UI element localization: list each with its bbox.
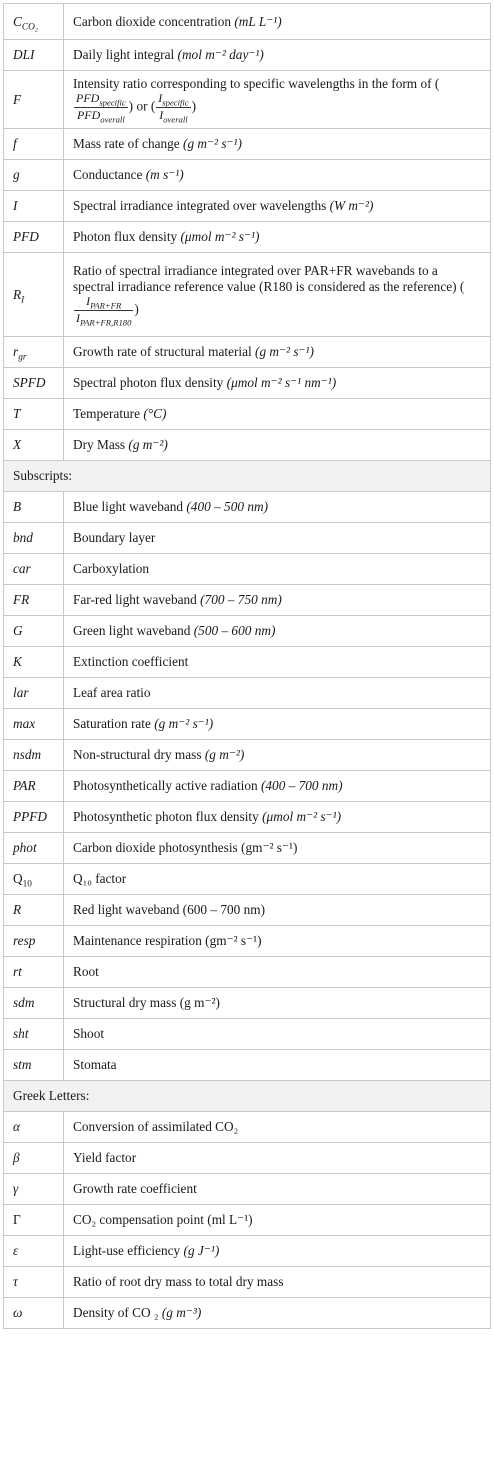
description: Green light waveband (73, 623, 191, 639)
description-cell (64, 1236, 491, 1267)
description: Structural dry mass (g m⁻²) (73, 995, 220, 1011)
description-cell (64, 129, 491, 160)
table-row (4, 1205, 491, 1236)
description: CO₂ compensation point (ml L⁻¹) (73, 1212, 253, 1228)
ratio-fraction-pfd (74, 92, 128, 123)
description: Temperature (73, 406, 140, 422)
symbol: ω (13, 1305, 23, 1321)
table-row (4, 709, 491, 740)
description: Spectral irradiance integrated over wavelengths (73, 198, 327, 214)
symbol-cell (4, 71, 64, 129)
description-cell (64, 771, 491, 802)
description-cell (64, 895, 491, 926)
symbol-cell (4, 1143, 64, 1174)
table-row (4, 988, 491, 1019)
description-cell (64, 833, 491, 864)
description-cell (64, 492, 491, 523)
description-cell (64, 740, 491, 771)
symbol: lar (13, 685, 29, 701)
table-row (4, 191, 491, 222)
symbol: sht (13, 1026, 29, 1042)
table-row (4, 1298, 491, 1329)
table-row (4, 4, 491, 40)
symbol-cell (4, 678, 64, 709)
symbol-cell (4, 1050, 64, 1081)
description: Root (73, 964, 99, 980)
symbol-cell (4, 585, 64, 616)
table-row (4, 585, 491, 616)
table-row (4, 1174, 491, 1205)
description: Red light waveband (600 – 700 nm) (73, 902, 266, 918)
symbol: C (13, 13, 22, 29)
symbol-cell (4, 895, 64, 926)
symbol-cell (4, 253, 64, 337)
description: Photosynthetic photon flux density (73, 809, 259, 825)
description-cell (64, 1174, 491, 1205)
symbol: PPFD (13, 809, 47, 825)
description: Dry Mass (73, 437, 126, 453)
table-row (4, 1019, 491, 1050)
ratio-fraction-pfd-numerator (74, 92, 128, 108)
symbol: phot (13, 840, 37, 856)
unit: (700 – 750 nm) (200, 592, 282, 608)
description: Conversion of assimilated CO₂ (73, 1119, 239, 1135)
symbol: T (13, 406, 21, 422)
symbol-cell (4, 926, 64, 957)
symbol-cell (4, 191, 64, 222)
reference-ratio-fraction-denominator (74, 311, 133, 326)
table-row (4, 160, 491, 191)
table-row (4, 554, 491, 585)
description-cell (64, 864, 491, 895)
reference-ratio-fraction-den-symbol: I (76, 310, 80, 325)
description-cell (64, 40, 491, 71)
symbol-cell (4, 399, 64, 430)
symbol: G (13, 623, 23, 639)
description: Daily light integral (73, 47, 175, 63)
symbol-cell (4, 647, 64, 678)
symbol-cell (4, 160, 64, 191)
table-row (4, 40, 491, 71)
description: Ratio of root dry mass to total dry mass (73, 1274, 284, 1290)
symbol: FR (13, 592, 30, 608)
description: Mass rate of change (73, 136, 180, 152)
description-cell (64, 1019, 491, 1050)
unit: (400 – 500 nm) (186, 499, 268, 515)
ratio-fraction-irradiance-den-symbol: I (159, 107, 164, 122)
description-cell (64, 1050, 491, 1081)
symbol: nsdm (13, 747, 42, 763)
table-row (4, 616, 491, 647)
description-cell (64, 1298, 491, 1329)
symbol-cell (4, 337, 64, 368)
table-row (4, 523, 491, 554)
symbol-cell (4, 129, 64, 160)
description-cell (64, 709, 491, 740)
description: Stomata (73, 1057, 117, 1073)
reference-ratio-fraction-numerator (74, 295, 133, 311)
symbol: Q (13, 871, 23, 887)
unit: (g m⁻² s⁻¹) (154, 716, 214, 732)
description-cell (64, 1267, 491, 1298)
symbol-cell (4, 222, 64, 253)
description: Extinction coefficient (73, 654, 189, 670)
symbol-cell (4, 771, 64, 802)
unit: (°C) (143, 406, 167, 422)
table-row (4, 895, 491, 926)
description-cell (64, 430, 491, 461)
table-row (4, 926, 491, 957)
symbol-cell (4, 1174, 64, 1205)
description: Density of CO ₂ (73, 1305, 159, 1321)
symbol-cell (4, 740, 64, 771)
table-row (4, 430, 491, 461)
symbol: PFD (13, 229, 39, 245)
description-cell (64, 523, 491, 554)
description-cell: Ratio of spectral irradiance integrated over PAR+FR wavebands to a spectral irradiance reference value (R180 is considered as the reference) ( $\frac{I_{PAR+FR}}{I_{PAR+FR,R180}}$ ) (64, 253, 491, 337)
symbol-subscript: I (21, 295, 25, 306)
symbol: max (13, 716, 36, 732)
table-row (4, 740, 491, 771)
symbol-cell (4, 4, 64, 40)
symbol: rt (13, 964, 22, 980)
description: Yield factor (73, 1150, 137, 1166)
description: Conductance (73, 167, 143, 183)
description-cell (64, 554, 491, 585)
description-cell (64, 957, 491, 988)
symbol-cell (4, 1019, 64, 1050)
symbol-subscript: CO₂ (21, 22, 39, 33)
section-header (4, 1081, 491, 1112)
symbol: DLI (13, 47, 35, 63)
symbol-cell (4, 1112, 64, 1143)
symbol: α (13, 1119, 20, 1135)
description-cell (64, 647, 491, 678)
table-row (4, 864, 491, 895)
ratio-fraction-pfd-den-symbol: PFD (76, 107, 101, 122)
reference-ratio-fraction-num-subscript: PAR+FR (90, 300, 122, 311)
symbol-subscript: 10 (22, 879, 32, 890)
table-row (4, 253, 491, 337)
symbol: SPFD (13, 375, 46, 391)
unit: (μmol m⁻² s⁻¹) (180, 229, 260, 245)
symbol-cell (4, 368, 64, 399)
unit: (g m⁻² s⁻¹) (183, 136, 242, 152)
description-cell (64, 678, 491, 709)
description: Carbon dioxide photosynthesis (gm⁻² s⁻¹) (73, 840, 298, 856)
table-row (4, 1112, 491, 1143)
symbol: R (13, 902, 22, 918)
description-cell (64, 802, 491, 833)
unit: (500 – 600 nm) (193, 623, 276, 639)
table-row (4, 399, 491, 430)
reference-ratio-fraction (74, 295, 133, 326)
symbol-cell (4, 616, 64, 647)
table-row (4, 1143, 491, 1174)
symbol: resp (13, 933, 36, 949)
table-row (4, 1050, 491, 1081)
symbol-cell (4, 864, 64, 895)
ratio-fraction-irradiance (156, 92, 190, 123)
symbol-cell (4, 1236, 64, 1267)
description: Boundary layer (73, 530, 156, 546)
description: Blue light waveband (73, 499, 184, 515)
description: Q₁₀ factor (73, 871, 127, 887)
symbol-cell (4, 523, 64, 554)
ratio-fraction-irradiance-num-symbol: I (158, 91, 163, 106)
symbol: g (13, 167, 20, 183)
description: Spectral photon flux density (73, 375, 224, 391)
description-cell (64, 1205, 491, 1236)
description-cell (64, 926, 491, 957)
section-header-row (4, 461, 491, 492)
description: Photosynthetically active radiation (73, 778, 258, 794)
symbol: K (13, 654, 22, 670)
description-cell (64, 585, 491, 616)
reference-ratio-fraction-num-symbol: I (86, 294, 91, 309)
ratio-fraction-irradiance-numerator (156, 92, 190, 108)
table-row (4, 222, 491, 253)
table-row (4, 129, 491, 160)
description: Growth rate of structural material (73, 344, 252, 360)
unit: (g J⁻¹) (183, 1243, 220, 1259)
ratio-fraction-irradiance-den-subscript: overall (163, 114, 188, 125)
symbol-cell (4, 492, 64, 523)
description: Shoot (73, 1026, 105, 1042)
description-cell (64, 1143, 491, 1174)
symbol: R (13, 286, 22, 302)
unit: (g m⁻²) (128, 437, 168, 453)
description-cell (64, 1112, 491, 1143)
description-cell (64, 368, 491, 399)
table-row (4, 337, 491, 368)
symbol: B (13, 499, 22, 515)
table-row (4, 1236, 491, 1267)
description: Leaf area ratio (73, 685, 151, 701)
nomenclature-body (4, 4, 491, 1329)
description: Carbon dioxide concentration (73, 13, 232, 29)
section-header-label: Subscripts: (13, 468, 73, 484)
reference-ratio-fraction-den-subscript: PAR+FR,R180 (80, 317, 132, 328)
symbol: X (13, 437, 22, 453)
description: Far-red light waveband (73, 592, 197, 608)
symbol: Γ (13, 1212, 21, 1228)
description: Ratio of spectral irradiance integrated over PAR+FR wavebands to a spectral irradiance reference value (R180 is considered as the reference) (73, 263, 457, 295)
symbol-cell (4, 833, 64, 864)
description: Carboxylation (73, 561, 150, 577)
table-row (4, 647, 491, 678)
unit: (g m⁻³) (161, 1305, 202, 1321)
ratio-fraction-pfd-num-subscript: specific (99, 97, 126, 108)
symbol: β (13, 1150, 20, 1166)
table-row (4, 802, 491, 833)
symbol: sdm (13, 995, 35, 1011)
symbol: F (13, 91, 22, 107)
symbol-subscript: gr (18, 352, 27, 363)
description: Saturation rate (73, 716, 151, 732)
symbol: stm (13, 1057, 32, 1073)
symbol-cell (4, 40, 64, 71)
table-row (4, 833, 491, 864)
ratio-fraction-irradiance-denominator (156, 108, 190, 123)
section-header-label: Greek Letters: (13, 1088, 90, 1104)
symbol-cell (4, 802, 64, 833)
description-cell (64, 160, 491, 191)
ratio-fraction-pfd-den-subscript: overall (100, 114, 125, 125)
table-row (4, 71, 491, 129)
description: Photon flux density (73, 229, 178, 245)
symbol: ε (13, 1243, 19, 1259)
symbol: τ (13, 1274, 18, 1290)
symbol: PAR (13, 778, 36, 794)
unit: (g m⁻² s⁻¹) (255, 344, 314, 360)
ratio-fraction-irradiance-num-subscript: specific (162, 97, 189, 108)
symbol: f (13, 136, 17, 152)
description-cell (64, 988, 491, 1019)
description-cell (64, 616, 491, 647)
symbol: γ (13, 1181, 19, 1197)
table-row (4, 678, 491, 709)
description-cell (64, 4, 491, 40)
description: Light-use efficiency (73, 1243, 181, 1259)
section-header (4, 461, 491, 492)
description: Non-structural dry mass (73, 747, 202, 763)
description-cell (64, 337, 491, 368)
description: Maintenance respiration (gm⁻² s⁻¹) (73, 933, 262, 949)
symbol: car (13, 561, 31, 577)
nomenclature-table (3, 3, 491, 1329)
symbol-cell (4, 988, 64, 1019)
symbol-cell (4, 430, 64, 461)
table-row (4, 1267, 491, 1298)
table-row (4, 492, 491, 523)
description-cell (64, 399, 491, 430)
ratio-fraction-pfd-num-symbol: PFD (76, 91, 100, 106)
symbol-cell (4, 554, 64, 585)
unit: (mL L⁻¹) (234, 13, 282, 29)
description: Growth rate coefficient (73, 1181, 197, 1197)
table-row (4, 368, 491, 399)
unit: (μmol m⁻² s⁻¹) (262, 809, 342, 825)
symbol: bnd (13, 530, 33, 546)
symbol-cell (4, 1298, 64, 1329)
symbol-cell (4, 1205, 64, 1236)
symbol-cell (4, 1267, 64, 1298)
table-row (4, 957, 491, 988)
symbol-cell (4, 709, 64, 740)
unit: (W m⁻²) (329, 198, 374, 214)
symbol: I (13, 198, 18, 214)
symbol: r (13, 344, 19, 360)
description-cell (64, 191, 491, 222)
unit: (400 – 700 nm) (260, 778, 343, 794)
description-cell: Intensity ratio corresponding to specific wavelengths in the form of ( $\frac{PFD_{specific}}{PFD_{overall}}$ ) or ( $\frac{I_{specific}}{I_{overall}}$ ) (64, 71, 491, 129)
symbol-cell (4, 957, 64, 988)
section-header-row (4, 1081, 491, 1112)
or-connector: or (136, 98, 148, 114)
unit: (mol m⁻² day⁻¹) (177, 47, 264, 63)
description-cell (64, 222, 491, 253)
description: Intensity ratio corresponding to specific wavelengths in the form of (73, 76, 432, 92)
unit: (m s⁻¹) (145, 167, 184, 183)
unit: (g m⁻²) (204, 747, 245, 763)
table-row (4, 771, 491, 802)
unit: (μmol m⁻² s⁻¹ nm⁻¹) (226, 375, 337, 391)
ratio-fraction-pfd-denominator (74, 108, 128, 123)
